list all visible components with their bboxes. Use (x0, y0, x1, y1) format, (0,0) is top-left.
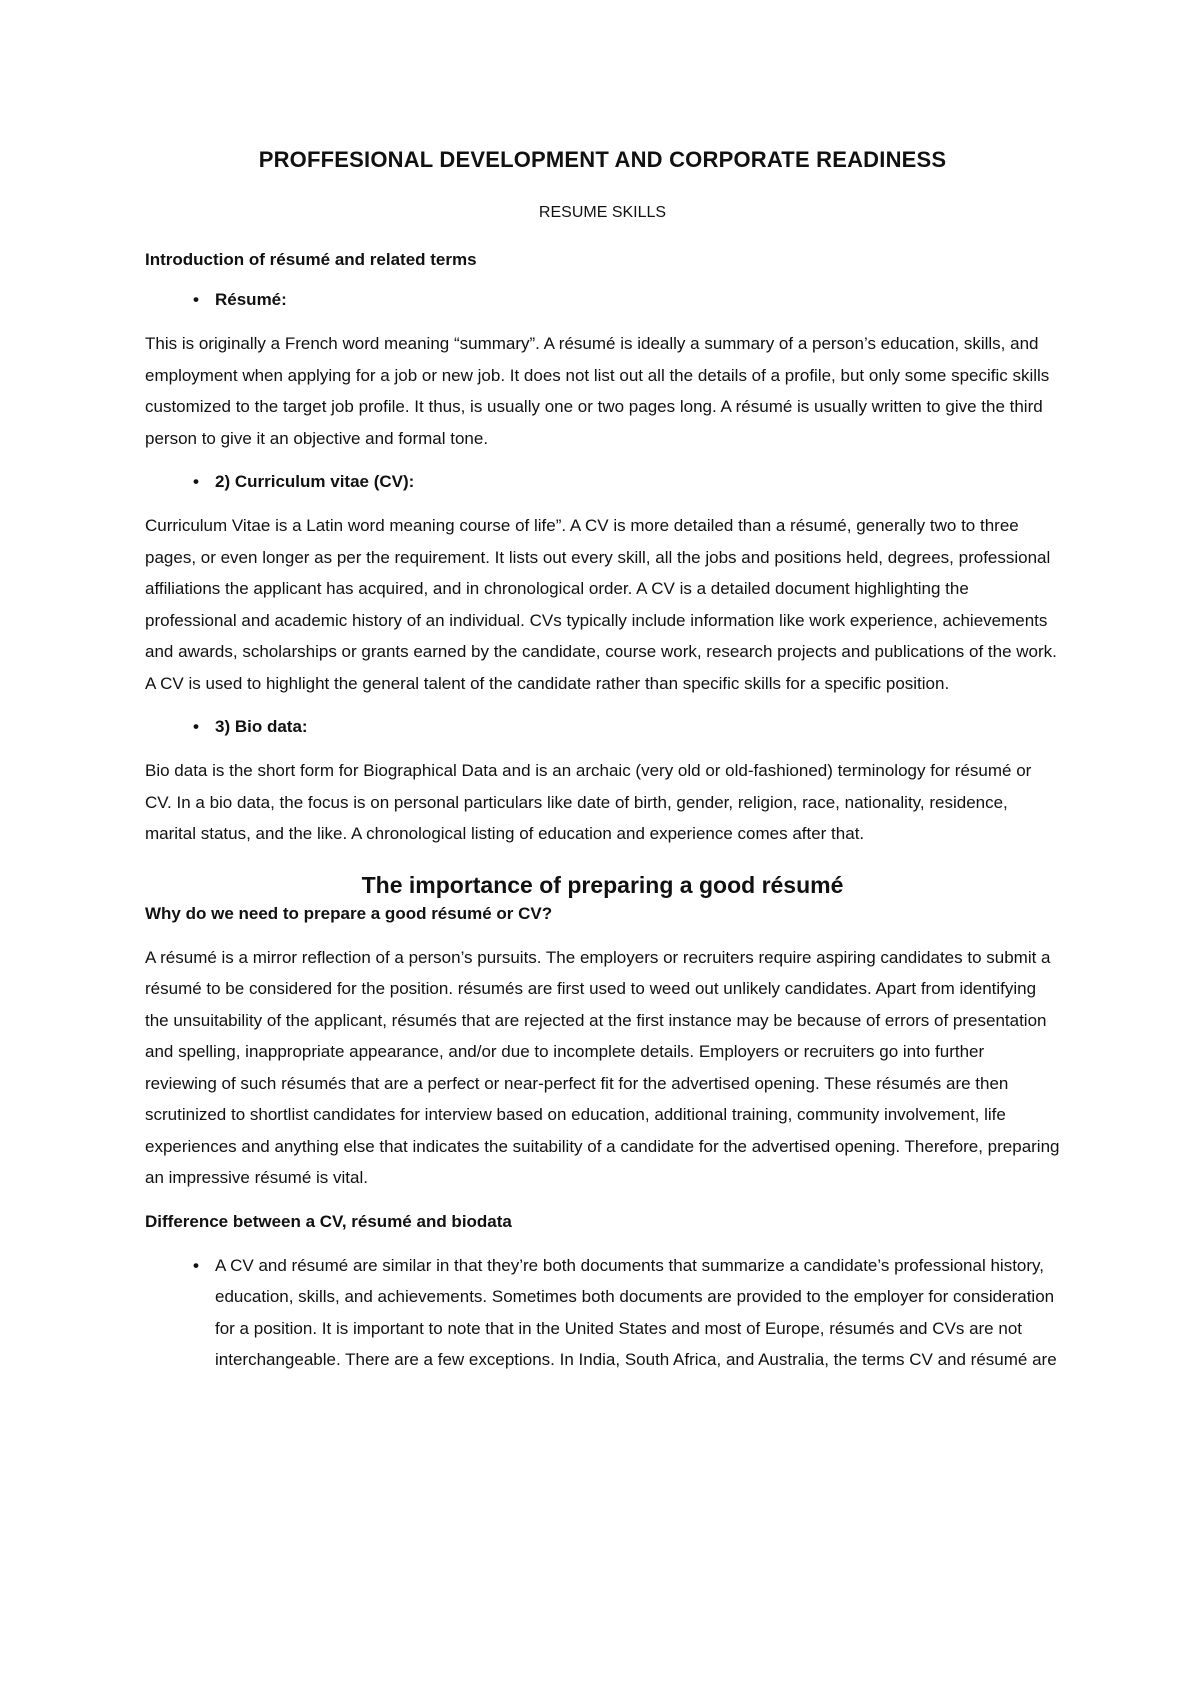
intro-heading: Introduction of résumé and related terms (145, 250, 477, 269)
document-title: PROFFESIONAL DEVELOPMENT AND CORPORATE READINESS (258, 147, 947, 172)
bio-paragraph: Bio data is the short form for Biographical Data and is an archaic (very old or old-fashioned) terminology for résumé or CV. In a bio data, the focus is on personal particulars like date of birth, gender, religion, race, nationality, residence, marital status, and the like. A chronological listing of education and experience comes after that. (145, 761, 1032, 843)
bullet-icon: • (193, 290, 199, 309)
why-paragraph: A résumé is a mirror reflection of a person’s pursuits. The employers or recruiters require aspiring candidates to submit a résumé to be considered for the position. résumés are first used to weed out unlikely candidates. Apart from identifying the unsuitability of the applicant, résumés that are rejected at the first instance may be because of errors of presentation and spelling, inappropriate appearance, and/or due to incomplete details. Employers or recruiters go into further reviewing of such résumés that are a perfect or near-perfect fit for the advertised opening. These résumés are then scrutinized to shortlist candidates for interview based on education, additional training, community involvement, life experiences and anything else that indicates the suitability of a candidate for the advertised opening. Therefore, preparing an impressive résumé is vital. (145, 947, 1060, 1187)
cv-paragraph: Curriculum Vitae is a Latin word meaning course of life”. A CV is more detailed than a résumé, generally two to three pages, or even longer as per the requirement. It lists out every skill, all the jobs and positions held, degrees, professional affiliations the applicant has acquired, and in chronological order. A CV is a detailed document highlighting the professional and academic history of an individual. CVs typically include information like work experience, achievements and awards, scholarships or grants earned by the candidate, course work, research projects and publications of the work. A CV is used to highlight the general talent of the candidate rather than specific skills for a specific position. (145, 516, 1057, 693)
bullet-icon: • (193, 472, 199, 491)
bio-heading: 3) Bio data: (215, 717, 308, 736)
document-subtitle: RESUME SKILLS (538, 204, 667, 221)
importance-heading: The importance of preparing a good résumé (361, 871, 844, 898)
cv-heading: 2) Curriculum vitae (CV): (215, 472, 415, 491)
cv-bullet (145, 470, 1060, 494)
document-body (145, 146, 1060, 1376)
bio-bullet (145, 715, 1060, 739)
resume-paragraph: This is originally a French word meaning “summary”. A résumé is ideally a summary of a person’s education, skills, and employment when applying for a job or new job. It does not list out all the details of a profile, but only some specific skills customized to the target job profile. It thus, is usually one or two pages long. A résumé is usually written to give the third person to give it an objective and formal tone. (145, 334, 1050, 448)
difference-heading: Difference between a CV, résumé and biodata (145, 1211, 512, 1231)
difference-list-item (145, 1250, 1060, 1376)
difference-item-text: A CV and résumé are similar in that they’re both documents that summarize a candidate’s professional history, education, skills, and achievements. Sometimes both documents are provided to the employer for consideration for a position. It is important to note that in the United States and most of Europe, résumés and CVs are not interchangeable. There are a few exceptions. In India, South Africa, and Australia, the terms CV and résumé are (215, 1255, 1057, 1369)
resume-heading: Résumé: (215, 290, 287, 309)
why-heading: Why do we need to prepare a good résumé or CV? (145, 903, 553, 923)
bullet-icon: • (193, 717, 199, 736)
resume-bullet (145, 288, 1060, 312)
bullet-icon: • (193, 1255, 199, 1275)
